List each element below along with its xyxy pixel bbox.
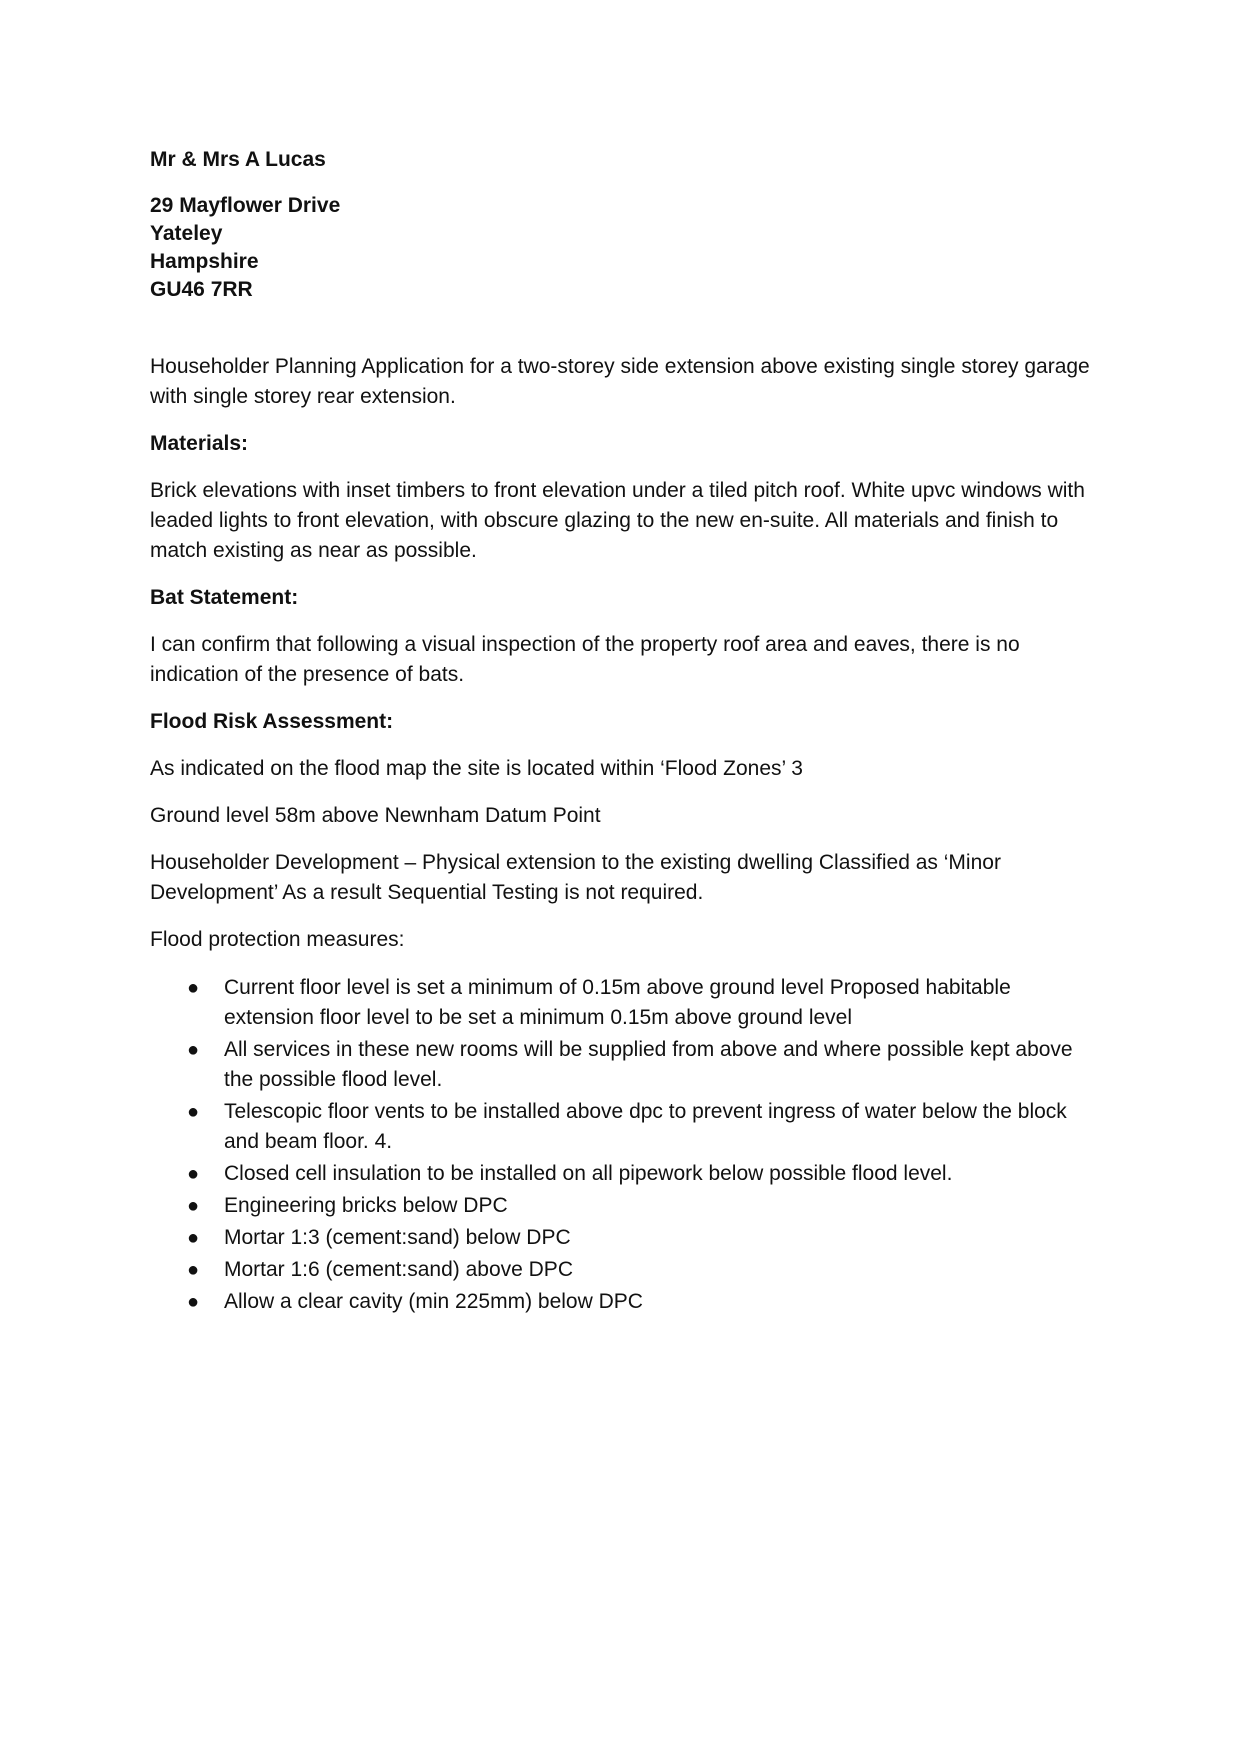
bullet-icon: ●	[187, 1039, 200, 1061]
address-street: 29 Mayflower Drive	[150, 194, 341, 217]
address-block	[150, 192, 1090, 304]
list-item	[187, 1255, 1090, 1285]
list-item-text: Allow a clear cavity (min 225mm) below DPC	[224, 1290, 643, 1313]
bat-statement-text: I can confirm that following a visual inspection of the property roof area and eaves, there is no indication of the presence of bats.	[150, 633, 1020, 686]
list-item-text: Telescopic floor vents to be installed above dpc to prevent ingress of water below the block and beam floor. 4.	[224, 1100, 1067, 1153]
flood-zone-text: As indicated on the flood map the site is located within ‘Flood Zones’ 3	[150, 757, 803, 780]
list-item-text: Mortar 1:6 (cement:sand) above DPC	[224, 1258, 573, 1281]
development-classification-text: Householder Development – Physical extension to the existing dwelling Classified as ‘Minor Development’ As a result Sequential Testing is not required.	[150, 851, 1001, 904]
bat-statement-heading: Bat Statement:	[150, 586, 299, 609]
list-item	[187, 1035, 1090, 1095]
list-item-text: All services in these new rooms will be supplied from above and where possible kept above the possible flood level.	[224, 1038, 1073, 1091]
list-item	[187, 1223, 1090, 1253]
ground-level-text: Ground level 58m above Newnham Datum Point	[150, 804, 601, 827]
flood-measures-list	[150, 973, 1090, 1317]
address-county: Hampshire	[150, 250, 259, 273]
bullet-icon: ●	[187, 1195, 200, 1217]
materials-text: Brick elevations with inset timbers to front elevation under a tiled pitch roof. White upvc windows with leaded lights to front elevation, with obscure glazing to the new en-suite. All materials and finish to match existing as near as possible.	[150, 479, 1085, 562]
flood-risk-heading: Flood Risk Assessment:	[150, 710, 394, 733]
application-description: Householder Planning Application for a two-storey side extension above existing single storey garage with single storey rear extension.	[150, 355, 1090, 408]
document-page	[150, 145, 1090, 1319]
list-item-text: Current floor level is set a minimum of 0.15m above ground level Proposed habitable extension floor level to be set a minimum 0.15m above ground level	[224, 976, 1011, 1029]
bullet-icon: ●	[187, 1259, 200, 1281]
materials-heading: Materials:	[150, 432, 249, 455]
list-item	[187, 1097, 1090, 1157]
bullet-icon: ●	[187, 1227, 200, 1249]
list-item	[187, 1159, 1090, 1189]
list-item	[187, 973, 1090, 1033]
bullet-icon: ●	[187, 977, 200, 999]
address-town: Yateley	[150, 222, 223, 245]
list-item	[187, 1191, 1090, 1221]
list-item-text: Closed cell insulation to be installed on all pipework below possible flood level.	[224, 1162, 953, 1185]
list-item-text: Engineering bricks below DPC	[224, 1194, 508, 1217]
list-item	[187, 1287, 1090, 1317]
bullet-icon: ●	[187, 1101, 200, 1123]
bullet-icon: ●	[187, 1163, 200, 1185]
applicant-name: Mr & Mrs A Lucas	[150, 148, 326, 171]
list-item-text: Mortar 1:3 (cement:sand) below DPC	[224, 1226, 571, 1249]
address-postcode: GU46 7RR	[150, 278, 253, 301]
bullet-icon: ●	[187, 1291, 200, 1313]
flood-measures-label: Flood protection measures:	[150, 928, 405, 951]
